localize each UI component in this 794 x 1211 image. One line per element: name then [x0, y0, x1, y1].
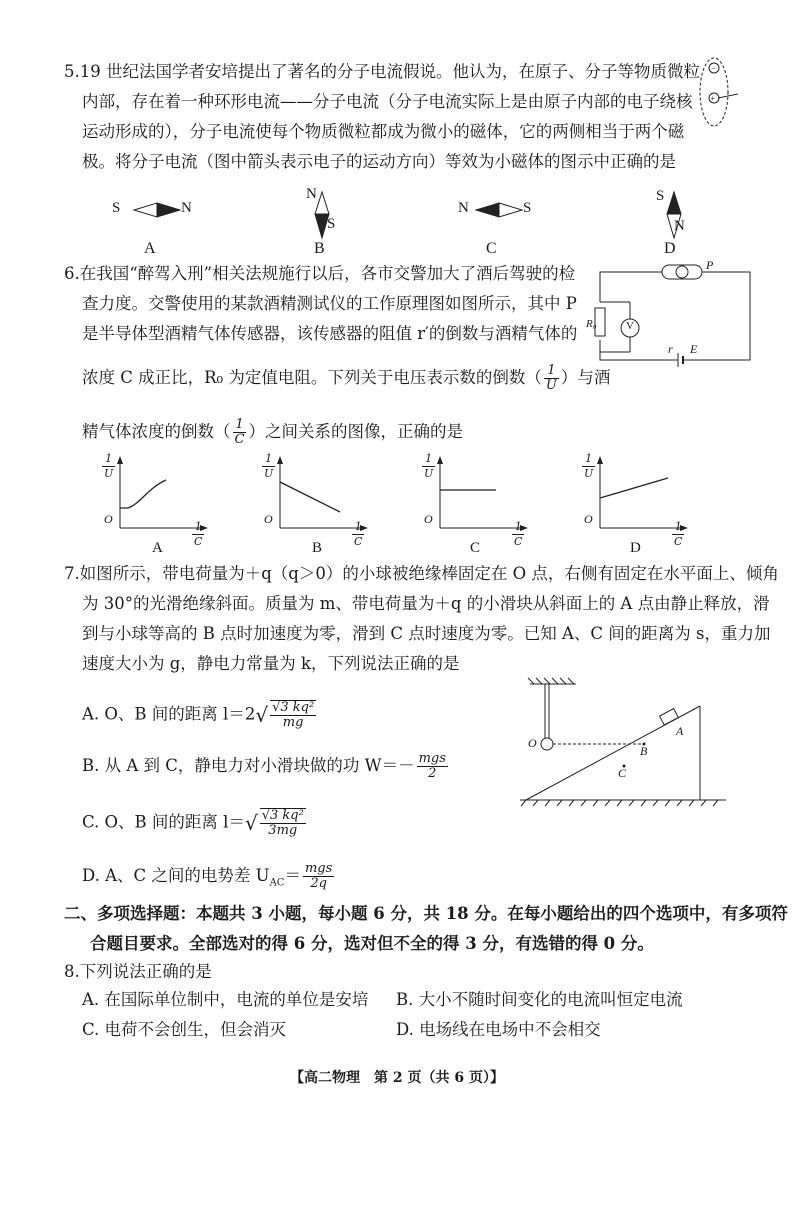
- q5-d-bottom-pole: N: [674, 218, 685, 234]
- atom-illustration: [698, 56, 738, 128]
- q7-option-d[interactable]: D. A、C 之间的电势差 $U_{AC}=$ $\frac{\text{mgs}}{2q}$: [82, 861, 333, 891]
- q8-option-b[interactable]: B. 大小不随时间变化的电流叫恒定电流: [396, 990, 683, 1009]
- circuit-label-p: P: [706, 258, 714, 272]
- q6-graph-c[interactable]: $\frac{1}{U}$ O $\frac{1}{C}$ C: [420, 452, 540, 562]
- q5-a-right-pole: N: [181, 200, 192, 216]
- q6-graph-a[interactable]: $\frac{1}{U}$ O $\frac{1}{C}$ A: [100, 452, 220, 562]
- q5-a-left-pole: S: [112, 200, 121, 216]
- q8-option-d[interactable]: D. 电场线在电场中不会相交: [396, 1020, 601, 1039]
- q5-option-a[interactable]: A: [144, 240, 156, 257]
- q6-graph-a-letter: A: [152, 540, 163, 556]
- figure-label-c: C: [618, 766, 627, 780]
- q7-option-a[interactable]: A. O、B 间的距离 l＝2√ $\frac{\text{√3 kq²}}{mg}$: [82, 700, 315, 730]
- q6-line-3: 是半导体型酒精气体传感器，该传感器的阻值 r′的倒数与酒精气体的: [82, 324, 578, 343]
- q5-c-left-pole: N: [458, 200, 469, 216]
- circuit-label-e: E: [690, 342, 698, 356]
- q6-line-5: 精气体浓度的倒数（ $\frac{1}{C}$ ）之间关系的图像，正确的是: [82, 417, 463, 447]
- q5-line-1: 5.19 世纪法国学者安培提出了著名的分子电流假说。他认为，在原子、分子等物质微粒: [64, 62, 700, 81]
- q7-line-4: 速度大小为 g，静电力常量为 k，下列说法正确的是: [82, 654, 460, 673]
- page-footer: 【高二物理 第 2 页（共 6 页）】: [290, 1070, 504, 1086]
- q6-line-4: 浓度 C 成正比，R₀ 为定值电阻。下列关于电压表示数的倒数（ $\frac{1}{U}$ ）与酒: [82, 363, 611, 393]
- figure-label-a: A: [676, 724, 684, 738]
- q7-option-c[interactable]: C. O、B 间的距离 l＝√ $\frac{\text{√3 kq²}}{3mg}$: [82, 808, 304, 838]
- q5-option-b[interactable]: B: [314, 240, 325, 257]
- circuit-label-r: r: [668, 342, 673, 356]
- q8-stem: 8.下列说法正确的是: [64, 962, 212, 981]
- q6-line-2: 查力度。交警使用的某款酒精测试仪的工作原理图如图所示，其中 P: [82, 294, 577, 313]
- q5-option-a-magnet: [112, 200, 192, 220]
- q5-d-top-pole: S: [656, 188, 665, 204]
- figure-label-o: O: [528, 736, 537, 750]
- circuit-label-r0: R₀: [586, 318, 597, 330]
- svg-text:+: +: [710, 94, 716, 103]
- circuit-label-v: V: [626, 320, 634, 332]
- figure-label-b: B: [640, 744, 648, 758]
- q5-line-4: 极。将分子电流（图中箭头表示电子的运动方向）等效为小磁体的图示中正确的是: [82, 152, 676, 171]
- q7-line-1: 7.如图所示，带电荷量为＋q（q＞0）的小球被绝缘棒固定在 O 点，右侧有固定在水平面上、倾角: [64, 564, 779, 583]
- q7-line-2: 为 30°的光滑绝缘斜面。质量为 m、带电荷量为＋q 的小滑块从斜面上的 A 点由静止释放，滑: [82, 594, 770, 613]
- q5-option-d[interactable]: D: [664, 240, 676, 257]
- q5-line-2: 内部，存在着一种环形电流——分子电流（分子电流实际上是由原子内部的电子绕核: [82, 92, 693, 111]
- q8-option-a[interactable]: A. 在国际单位制中，电流的单位是安培: [82, 990, 369, 1009]
- q5-option-c[interactable]: C: [486, 240, 497, 257]
- q7-option-b[interactable]: B. 从 A 到 C，静电力对小滑块做的功 W＝－ $\frac{\text{mgs}}{2}$: [82, 751, 446, 781]
- q5-line-3: 运动形成的），分子电流使每个物质微粒都成为微小的磁体，它的两侧相当于两个磁: [82, 122, 685, 141]
- q5-b-bottom-pole: S: [327, 216, 336, 232]
- q5-c-right-pole: S: [523, 200, 532, 216]
- q6-graph-b-letter: B: [312, 540, 323, 556]
- q6-graph-d[interactable]: $\frac{1}{U}$ O $\frac{1}{C}$ D: [580, 452, 700, 562]
- q6-graph-b[interactable]: $\frac{1}{U}$ O $\frac{1}{C}$ B: [260, 452, 380, 562]
- q5-b-top-pole: N: [306, 186, 317, 202]
- q6-line-1: 6.在我国“醉驾入刑”相关法规施行以后，各市交警加大了酒后驾驶的检: [64, 264, 576, 283]
- q8-option-c[interactable]: C. 电荷不会创生，但会消灭: [82, 1020, 287, 1039]
- q6-graph-d-letter: D: [630, 540, 641, 556]
- q7-line-3: 到与小球等高的 B 点时加速度为零，滑到 C 点时速度为零。已知 A、C 间的距离为 s，重力加: [82, 624, 771, 643]
- section2-line-2: 合题目要求。全部选对的得 6 分，选对但不全的得 3 分，有选错的得 0 分。: [90, 934, 654, 953]
- q7-incline-figure: [516, 680, 726, 810]
- section2-line-1: 二、多项选择题：本题共 3 小题，每小题 6 分，共 18 分。在每小题给出的四个选项中，有多项符: [64, 904, 788, 923]
- q6-circuit-diagram: [590, 262, 760, 372]
- q6-graph-c-letter: C: [470, 540, 481, 556]
- svg-text:−: −: [711, 64, 716, 73]
